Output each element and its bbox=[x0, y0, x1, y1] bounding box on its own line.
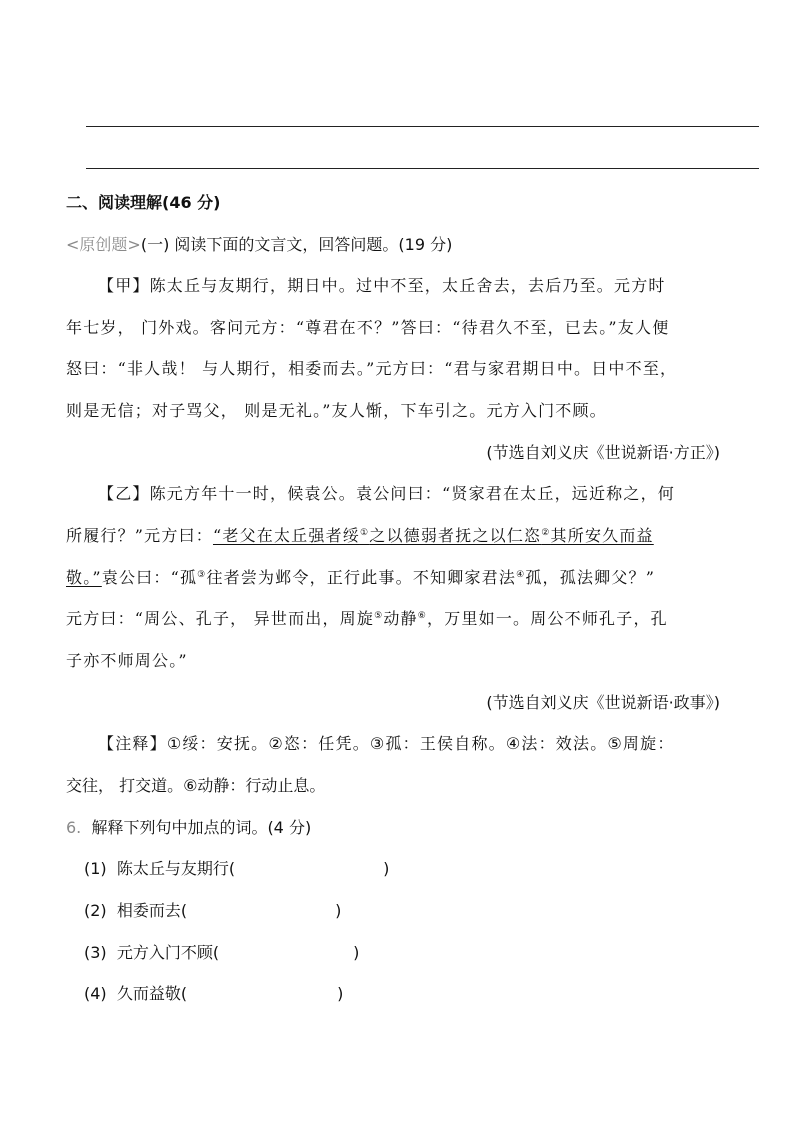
note-ref-1: ① bbox=[359, 528, 370, 538]
notes-line-1: 【注释】①绥：安抚。②恣：任凭。③孤：王侯自称。④法：效法。⑤周旋： bbox=[98, 734, 675, 753]
question-6 bbox=[66, 815, 311, 838]
notes-label: 【注释】 bbox=[98, 734, 167, 753]
note-ref-3: ③ bbox=[197, 570, 207, 580]
question-prompt: 解释下列句中加点的词。(4 分) bbox=[91, 818, 312, 837]
answer-line-1 bbox=[86, 126, 759, 127]
passage-b-l2a: 所履行？”元方曰： bbox=[66, 526, 213, 545]
passage-a-line-2: 年七岁， 门外戏。客问元方：“尊君在不？”答曰：“待君久不至，已去。”友人便 bbox=[66, 318, 670, 337]
passage-b-line-2 bbox=[66, 523, 654, 546]
passage-a-source: (节选自刘义庆《世说新语·方正》) bbox=[486, 443, 720, 462]
note-ref-2: ② bbox=[541, 528, 551, 538]
original-tag: <原创题> bbox=[66, 235, 141, 254]
passage-a-line-3: 怒曰：“非人哉！ 与人期行，相委而去。”元方曰：“君与家君期日中。日中不至， bbox=[66, 359, 678, 378]
section-title: 二、阅读理解(46 分) bbox=[66, 193, 221, 212]
subtitle-text: (一) 阅读下面的文言文，回答问题。(19 分) bbox=[140, 235, 453, 254]
note-ref-4: ④ bbox=[516, 570, 526, 580]
passage-b-line-3: 敬。”袁公曰：“孤③往者尝为邺令，正行此事。不知卿家君法④孤，孤法卿父？” bbox=[66, 568, 656, 587]
underlined-sentence-part-2: 敬。” bbox=[66, 568, 102, 587]
note-ref-6: ⑥ bbox=[417, 611, 428, 621]
question-number: 6. bbox=[66, 818, 82, 837]
passage-b-line-4: 元方曰：“周公、孔子， 异世而出，周旋⑤动静⑥，万里如一。周公不师孔子，孔 bbox=[66, 609, 668, 628]
question-item-1: (1) 陈太丘与友期行( ) bbox=[84, 859, 390, 878]
question-item-4: (4) 久而益敬( ) bbox=[84, 984, 344, 1003]
section-subtitle bbox=[66, 232, 452, 255]
passage-b-line-1: 【乙】陈元方年十一时，候袁公。袁公问曰：“贤家君在太丘，远近称之，何 bbox=[98, 484, 675, 503]
note-ref-5: ⑤ bbox=[374, 611, 384, 621]
underlined-sentence-part-1: “老父在太丘强者绥①之以德弱者抚之以仁恣②其所安久而益 bbox=[212, 526, 654, 545]
passage-a-line-1: 【甲】陈太丘与友期行，期日中。过中不至，太丘舍去，去后乃至。元方时 bbox=[98, 276, 666, 295]
answer-line-2 bbox=[86, 168, 759, 169]
notes-line-2: 交往， 打交道。⑥动静：行动止息。 bbox=[66, 776, 326, 795]
passage-b-line-5: 子亦不师周公。” bbox=[66, 651, 188, 670]
question-item-2: (2) 相委而去( ) bbox=[84, 901, 342, 920]
passage-b-source: (节选自刘义庆《世说新语·政事》) bbox=[486, 693, 720, 712]
question-item-3: (3) 元方入门不顾( ) bbox=[84, 943, 360, 962]
passage-a-line-4: 则是无信；对子骂父， 则是无礼。”友人惭，下车引之。元方入门不顾。 bbox=[66, 401, 607, 420]
